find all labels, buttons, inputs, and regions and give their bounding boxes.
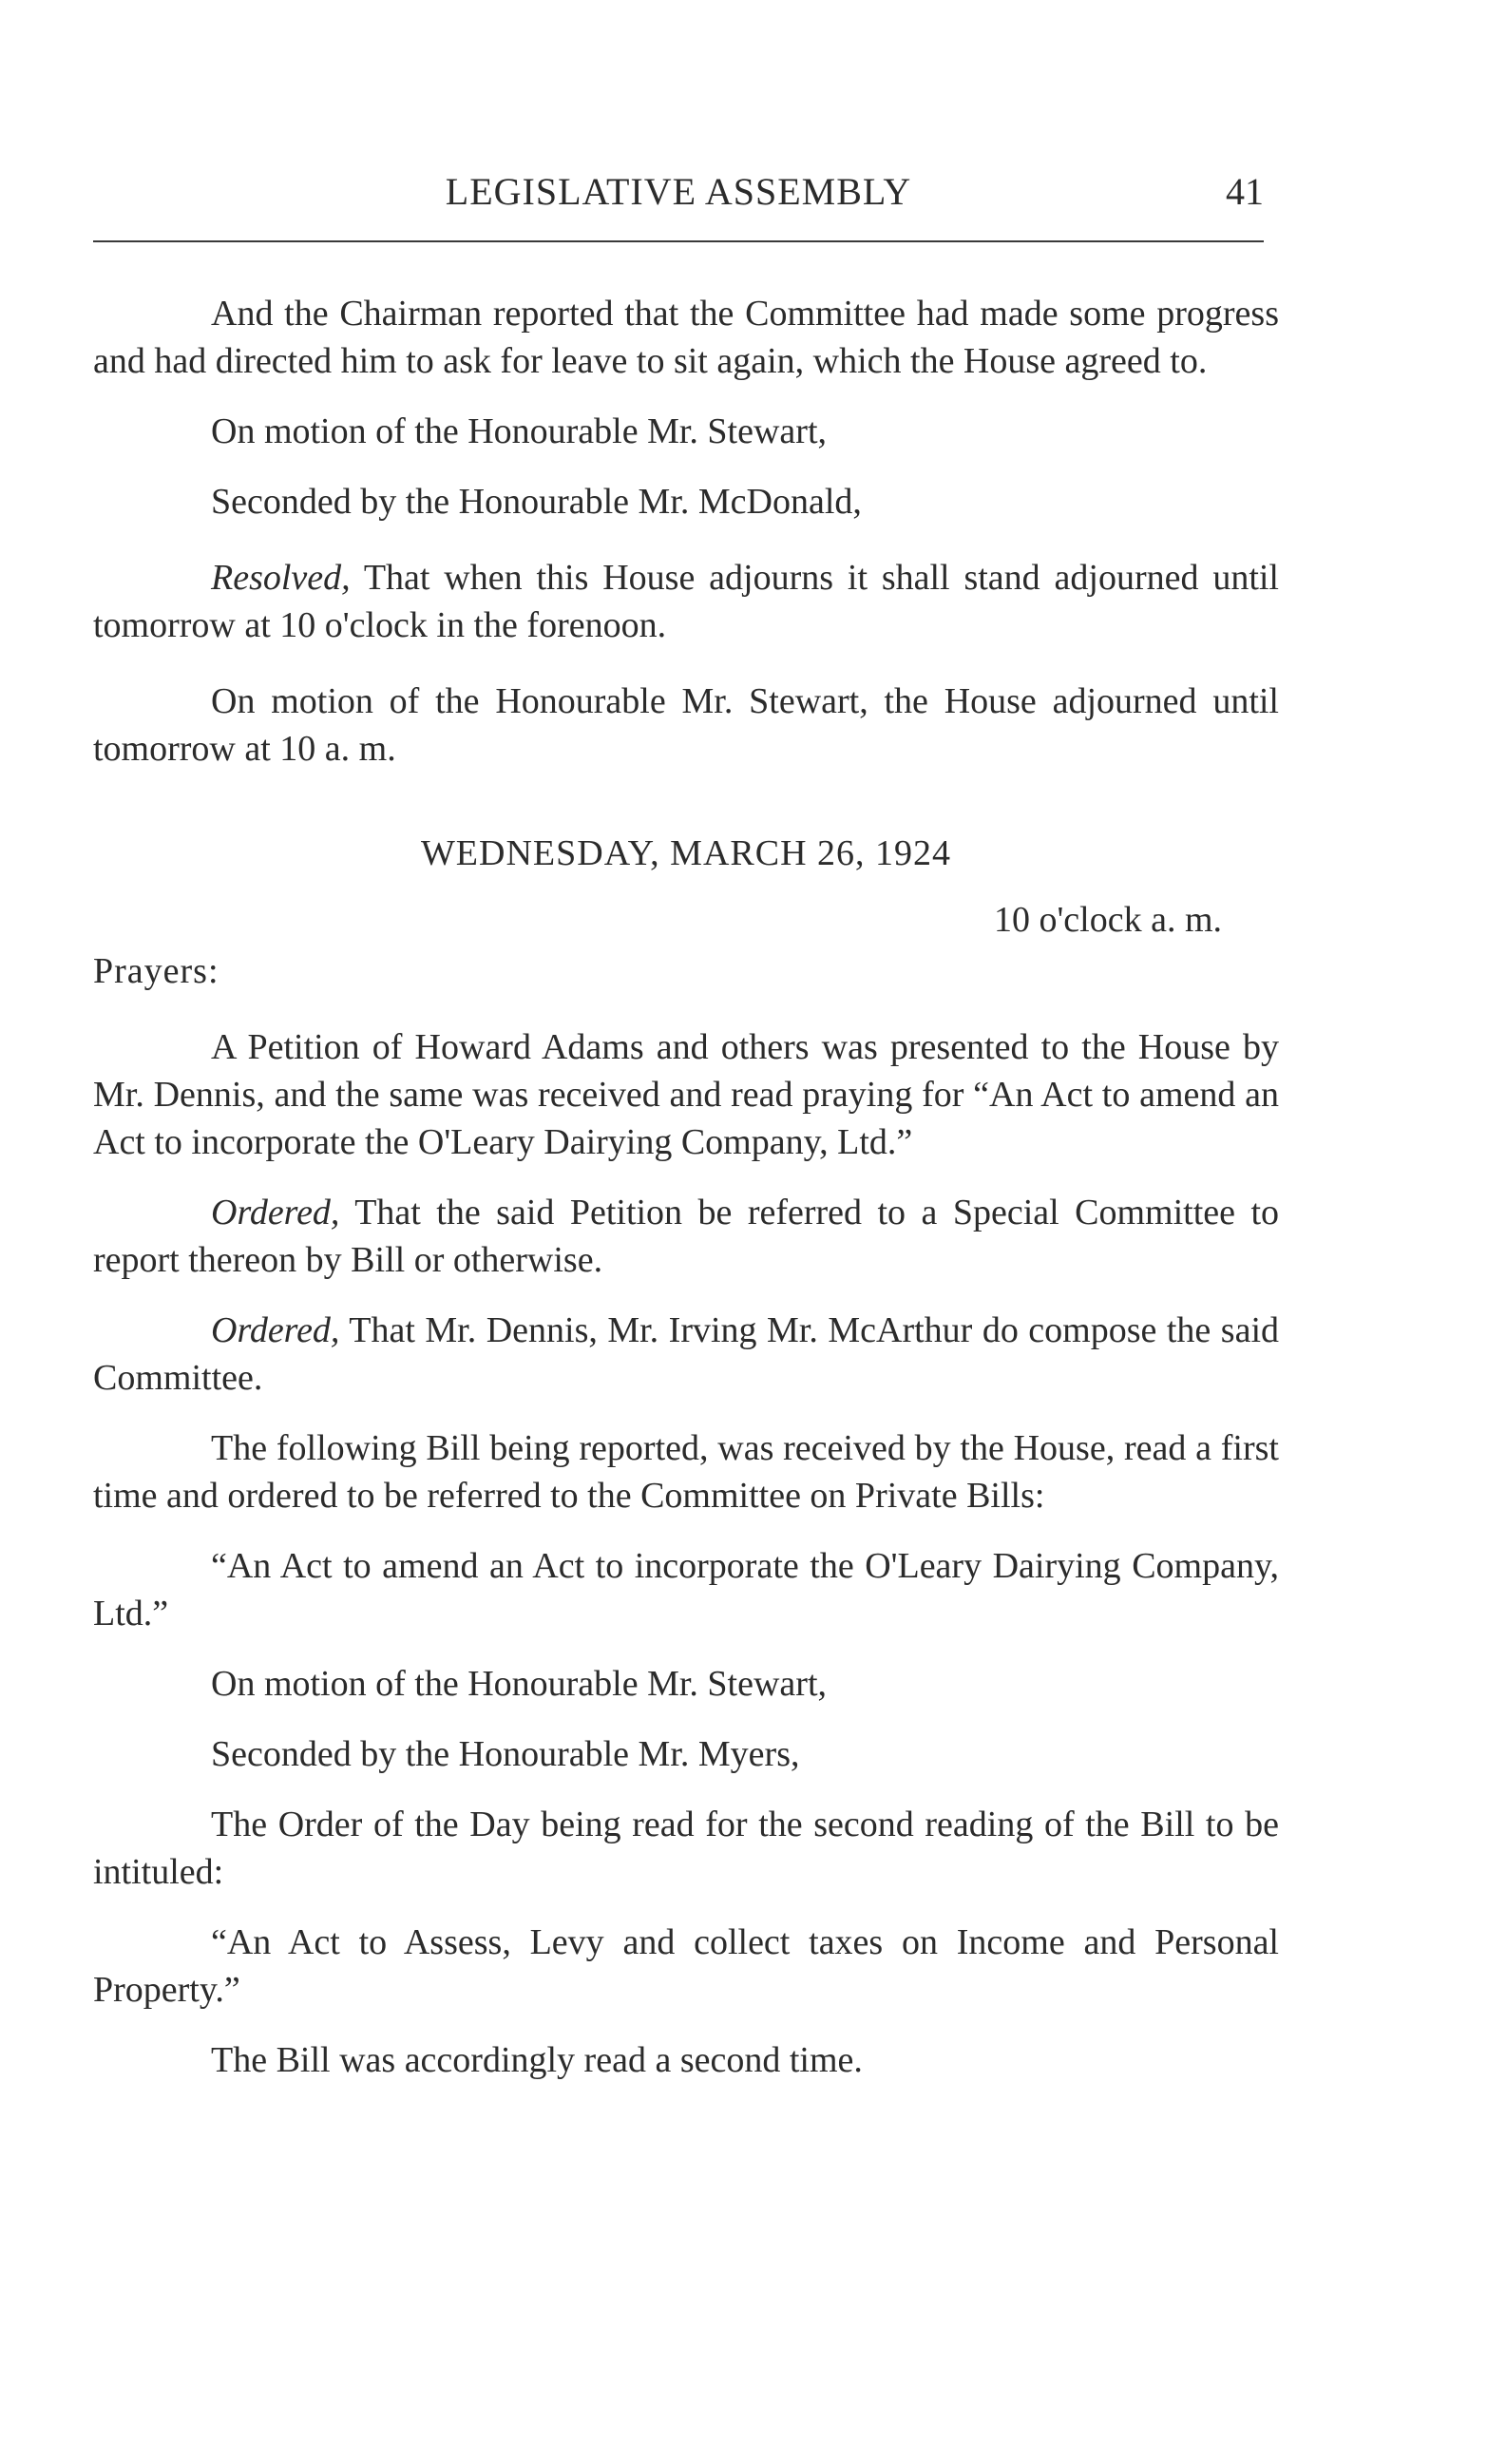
paragraph-act-title: “An Act to amend an Act to incorporate the O'Leary Dairying Company, Ltd.” <box>93 1546 1279 1633</box>
paragraph-income-act-title: “An Act to Assess, Levy and collect taxes on Income and Personal Property.” <box>93 1922 1279 2010</box>
paragraph-resolved <box>93 554 1279 649</box>
running-header <box>93 169 1264 226</box>
header-rule <box>93 240 1264 242</box>
paragraph-motion-stewart-2: On motion of the Honourable Mr. Stewart, <box>211 1664 828 1704</box>
paragraph-seconded-myers: Seconded by the Honourable Mr. Myers, <box>211 1734 800 1774</box>
ordered-lead: Ordered, <box>211 1193 340 1232</box>
paragraph-motion-stewart: On motion of the Honourable Mr. Stewart, <box>211 411 828 451</box>
resolved-text: That when this House adjourns it shall stand adjourned until tomorrow at 10 o'clock in the forenoon. <box>93 558 1279 645</box>
ordered-text: That Mr. Dennis, Mr. Irving Mr. McArthur do compose the said Committee. <box>93 1310 1279 1398</box>
paragraph-order-of-day: The Order of the Day being read for the second reading of the Bill to be intituled: <box>93 1805 1279 1892</box>
header-title: LEGISLATIVE ASSEMBLY <box>445 170 912 213</box>
paragraph-second-reading: The Bill was accordingly read a second time. <box>211 2040 863 2080</box>
paragraph-chairman-report: And the Chairman reported that the Committee had made some progress and had directed him to ask for leave to sit again, which the House agreed to. <box>93 294 1279 381</box>
session-time: 10 o'clock a. m. <box>993 900 1222 940</box>
prayers-label: Prayers: <box>93 951 219 991</box>
paragraph-bill-reported: The following Bill being reported, was received by the House, read a first time and ordered to be referred to the Committee on Private Bills: <box>93 1428 1279 1516</box>
page-number: 41 <box>1226 170 1264 213</box>
paragraph-house-adjourned: On motion of the Honourable Mr. Stewart, the House adjourned until tomorrow at 10 a. m. <box>93 681 1279 769</box>
paragraph-ordered-referred <box>93 1189 1279 1284</box>
ordered-lead: Ordered, <box>211 1310 340 1350</box>
paragraph-ordered-committee <box>93 1307 1279 1402</box>
paragraph-seconded-mcdonald: Seconded by the Honourable Mr. McDonald, <box>211 482 862 522</box>
resolved-lead: Resolved, <box>211 558 351 598</box>
paragraph-petition: A Petition of Howard Adams and others was presented to the House by Mr. Dennis, and the same was received and read praying for “An Act to amend an Act to incorporate the O'Leary Dairying Company, Ltd.” <box>93 1027 1279 1162</box>
session-heading: WEDNESDAY, MARCH 26, 1924 <box>420 833 952 873</box>
page-body <box>93 290 1279 2084</box>
ordered-text: That the said Petition be referred to a Special Committee to report thereon by Bill or otherwise. <box>93 1193 1279 1280</box>
